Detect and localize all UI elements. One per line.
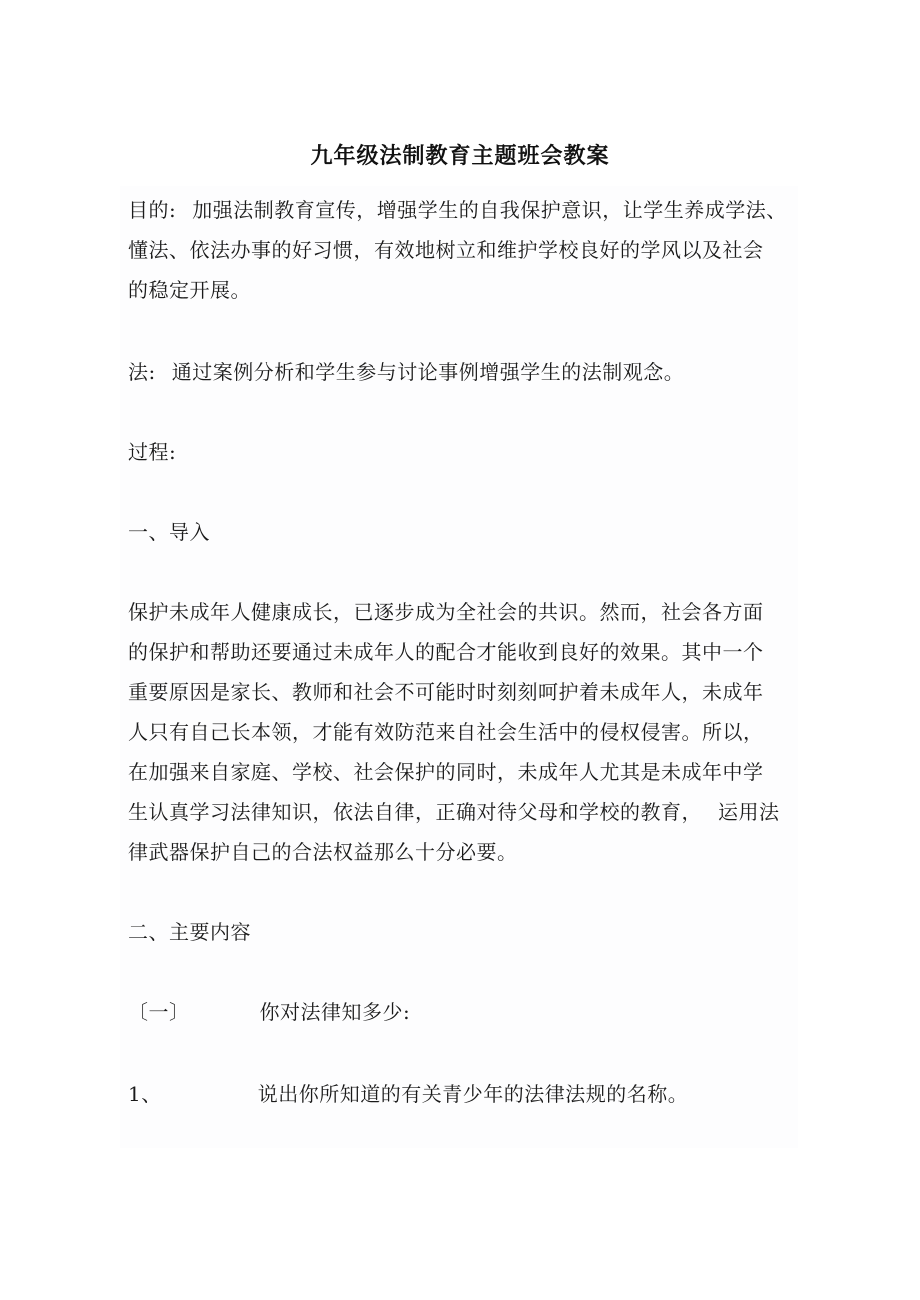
section2-heading: 二、主要内容: [128, 920, 251, 944]
purpose-text-1: 加强法制教育宣传，增强学生的自我保护意识，让学生养成学法、: [192, 198, 787, 222]
section1-heading: 一、导入: [128, 520, 210, 544]
intro-line-3: 重要原因是家长、教师和社会不可能时时刻刻呵护着未成年人，未成年: [128, 680, 764, 704]
intro-line-6-tail: 运用法: [718, 800, 780, 824]
process-label: 过程:: [128, 440, 177, 464]
intro-line-6-text: 生认真学习法律知识，依法自律，正确对待父母和学校的教育，: [128, 800, 702, 824]
item1-text: 说出你所知道的有关青少年的法律法规的名称。: [257, 1082, 689, 1106]
item1-number: 1、: [128, 1082, 162, 1106]
purpose-line-2: 懂法、依法办事的好习惯，有效地树立和维护学校良好的学风以及社会: [128, 238, 764, 262]
intro-line-5: 在加强来自家庭、学校、社会保护的同时，未成年人尤其是未成年中学: [128, 760, 764, 784]
subsection1-line: [128, 992, 804, 1032]
subsection1-text: 你对法律知多少:: [259, 1000, 411, 1024]
intro-line-4: 人只有自己长本领，才能有效防范来自社会生活中的侵权侵害。所以，: [128, 720, 764, 744]
purpose-label: 目的:: [128, 198, 177, 222]
method-paragraph: [128, 352, 804, 392]
intro-line-1: 保护未成年人健康成长，已逐步成为全社会的共识。然而，社会各方面: [128, 600, 764, 624]
purpose-paragraph: [128, 190, 804, 310]
document-title: 九年级法制教育主题班会教案: [310, 144, 610, 169]
intro-paragraph: [128, 592, 804, 872]
intro-line-7: 律武器保护自己的合法权益那么十分必要。: [128, 840, 518, 864]
item1-line: [128, 1074, 804, 1114]
method-label: 法:: [128, 360, 156, 384]
purpose-line-3: 的稳定开展。: [128, 278, 251, 302]
intro-line-2: 的保护和帮助还要通过未成年人的配合才能收到良好的效果。其中一个: [128, 640, 764, 664]
method-text: 通过案例分析和学生参与讨论事例增强学生的法制观念。: [171, 360, 685, 384]
subsection1-label: 〔一〕: [128, 1000, 190, 1024]
method-line: [128, 352, 804, 392]
purpose-line-1: [128, 190, 804, 230]
intro-line-6: [128, 792, 804, 832]
